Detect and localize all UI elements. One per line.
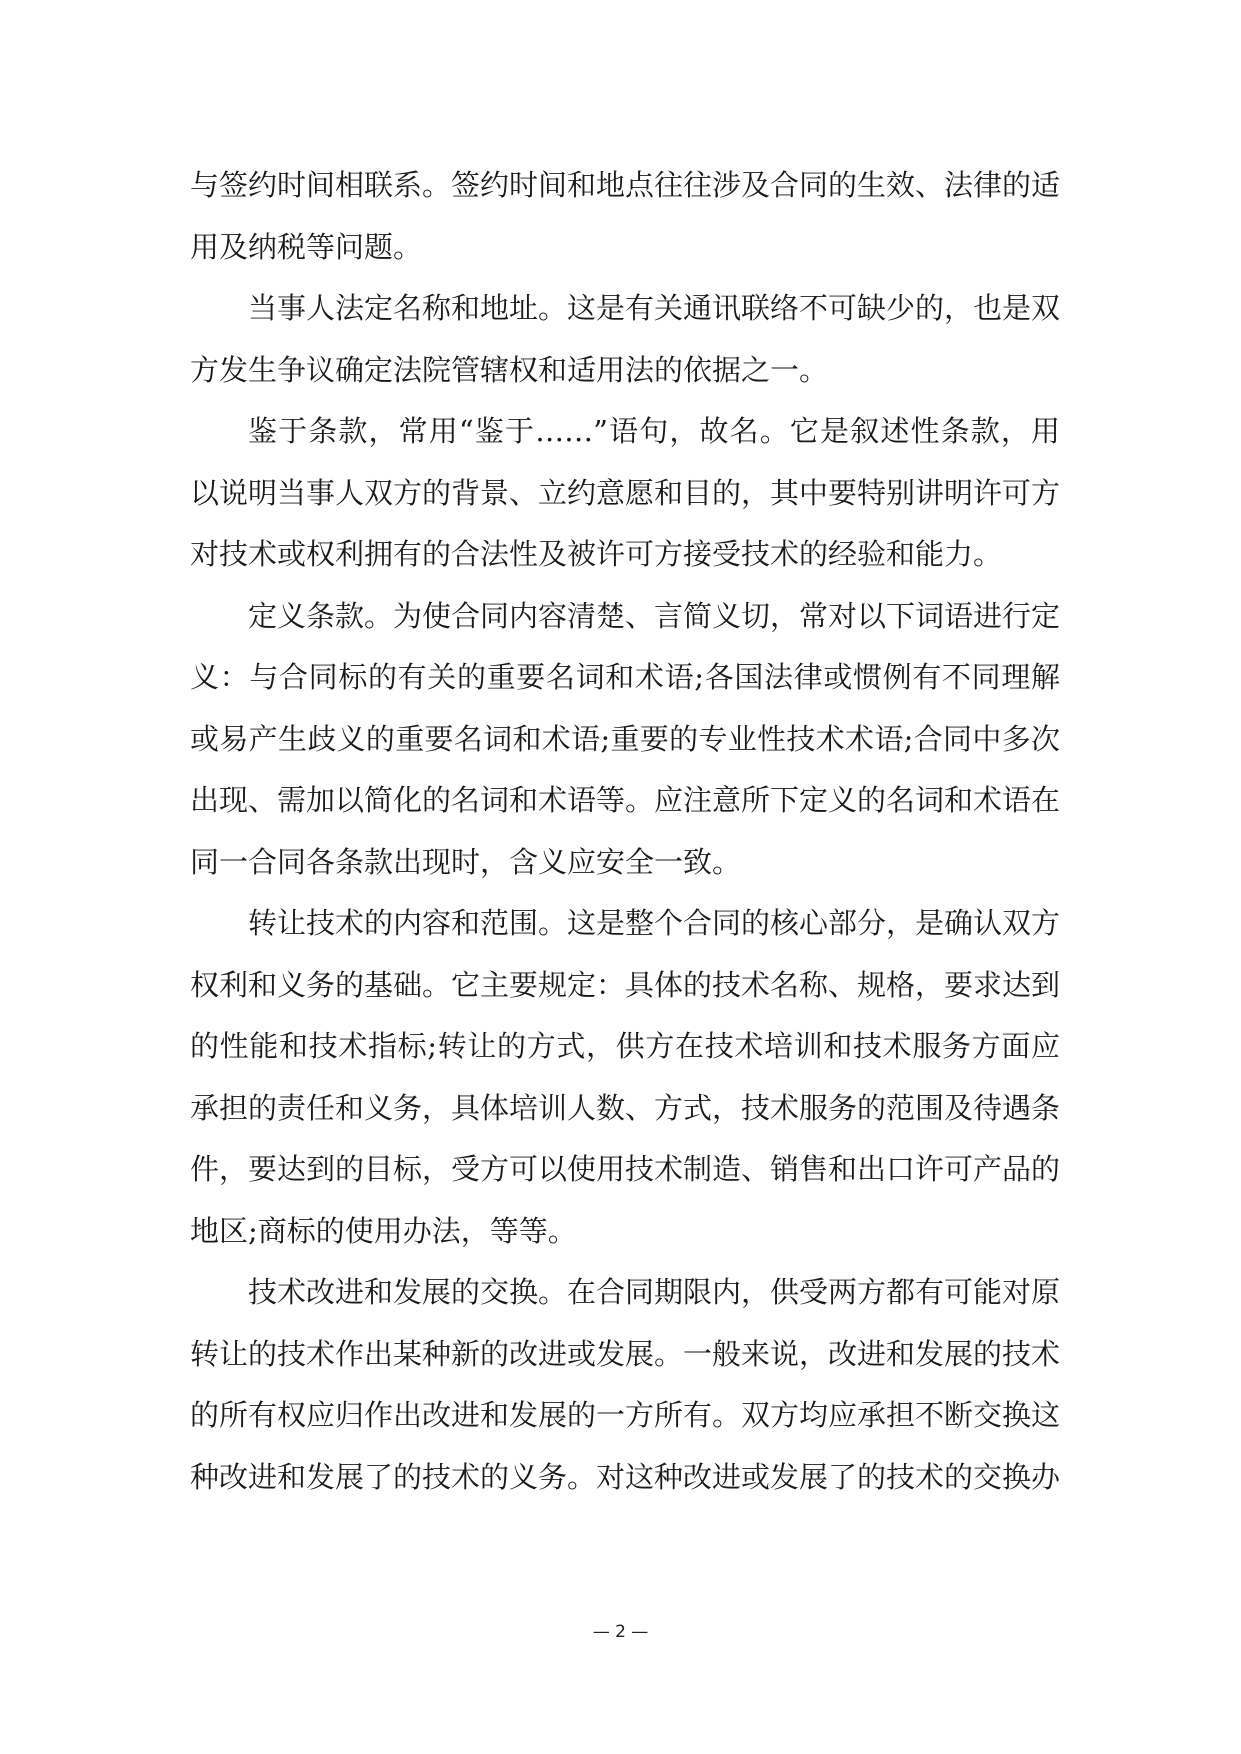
paragraph-1: 与签约时间相联系。签约时间和地点往往涉及合同的生效、法律的适用及纳税等问题。 xyxy=(190,168,1061,264)
paragraph-2: 当事人法定名称和地址。这是有关通讯联络不可缺少的，也是双方发生争议确定法院管辖权和适用法的依据之一。 xyxy=(190,291,1061,387)
document-body xyxy=(190,155,1060,1508)
paragraph-3: 鉴于条款，常用“鉴于……”语句，故名。它是叙述性条款，用以说明当事人双方的背景、立约意愿和目的，其中要特别讲明许可方对技术或权利拥有的合法性及被许可方接受技术的经验和能力。 xyxy=(190,414,1061,571)
paragraph-6: 技术改进和发展的交换。在合同期限内，供受两方都有可能对原转让的技术作出某种新的改进或发展。一般来说，改进和发展的技术的所有权应归作出改进和发展的一方所有。双方均应承担不断交换这种改进和发展了的技术的义务。对这种改进或发展了的技术的交换办 xyxy=(190,1275,1061,1494)
paragraph-5: 转让技术的内容和范围。这是整个合同的核心部分，是确认双方权利和义务的基础。它主要规定：具体的技术名称、规格，要求达到的性能和技术指标;转让的方式，供方在技术培训和技术服务方面应承担的责任和义务，具体培训人数、方式，技术服务的范围及待遇条件，要达到的目标，受方可以使用技术制造、销售和出口许可产品的地区;商标的使用办法，等等。 xyxy=(190,906,1061,1248)
paragraph-4: 定义条款。为使合同内容清楚、言简义切，常对以下词语进行定义：与合同标的有关的重要名词和术语;各国法律或惯例有不同理解或易产生歧义的重要名词和术语;重要的专业性技术术语;合同中多次出现、需加以简化的名词和术语等。应注意所下定义的名词和术语在同一合同各条款出现时，含义应安全一致。 xyxy=(190,598,1061,879)
page-number: — 2 — xyxy=(592,1622,649,1642)
